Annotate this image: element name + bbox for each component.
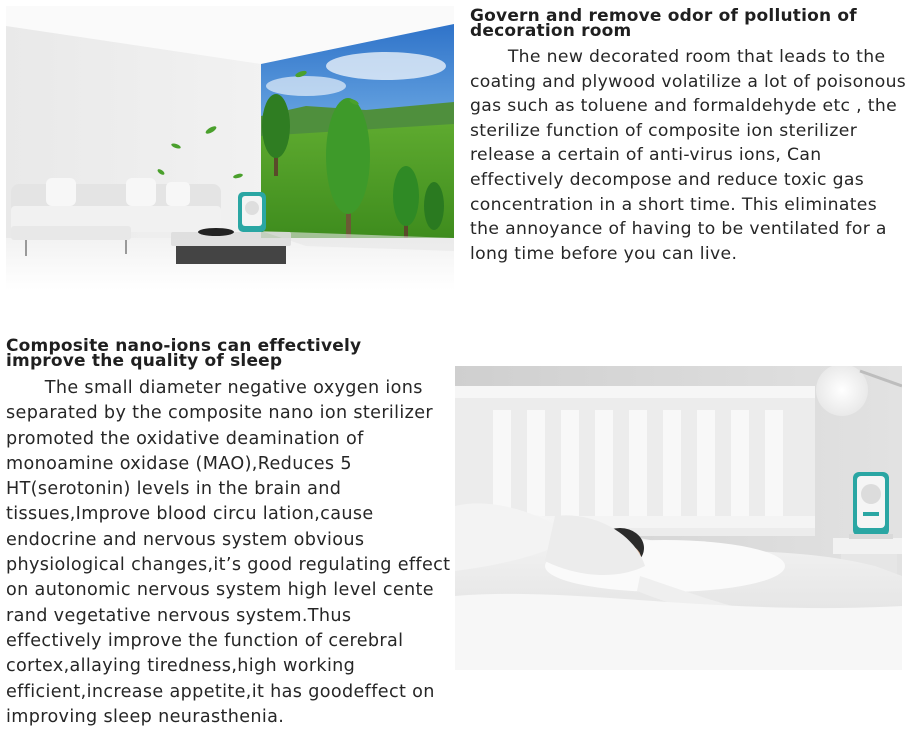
section-2-body: The small diameter negative oxygen ions separated by the composite nano ion sterilizer promoted the oxidative deamination of monoamine oxidase (MAO),Reduces 5 HT(serotonin) levels in the brain and tissues,Improve blood circu lation,cause endocrine and nervous system obvious physiological changes,it’s good regulating effect on autonomic nervous system high level cente rand vegetative nervous system.Thus effectively improve the function of cerebral cortex,allaying tiredness,high working efficient,increase appetite,it has goodeffect on improving sleep neurasthenia.	[6, 378, 451, 727]
living-room-illustration	[6, 6, 454, 290]
bedroom-photo	[455, 366, 902, 670]
living-room-photo	[6, 6, 454, 290]
section-1-heading: Govern and remove odor of pollution of decoration room	[470, 6, 857, 41]
section-1-body: The new decorated room that leads to the coating and plywood volatilize a lot of poisonous gas such as toluene and formaldehyde etc , the sterilize function of composite ion sterilizer release a certain of anti-virus ions, Can effectively decompose and reduce toxic gas concentration in a short time. This eliminates the annoyance of having to be ventilated for a long time before you can live.	[470, 47, 907, 264]
bedroom-illustration	[455, 366, 902, 670]
section-2-heading: Composite nano-ions can effectively improve the quality of sleep	[6, 336, 362, 371]
